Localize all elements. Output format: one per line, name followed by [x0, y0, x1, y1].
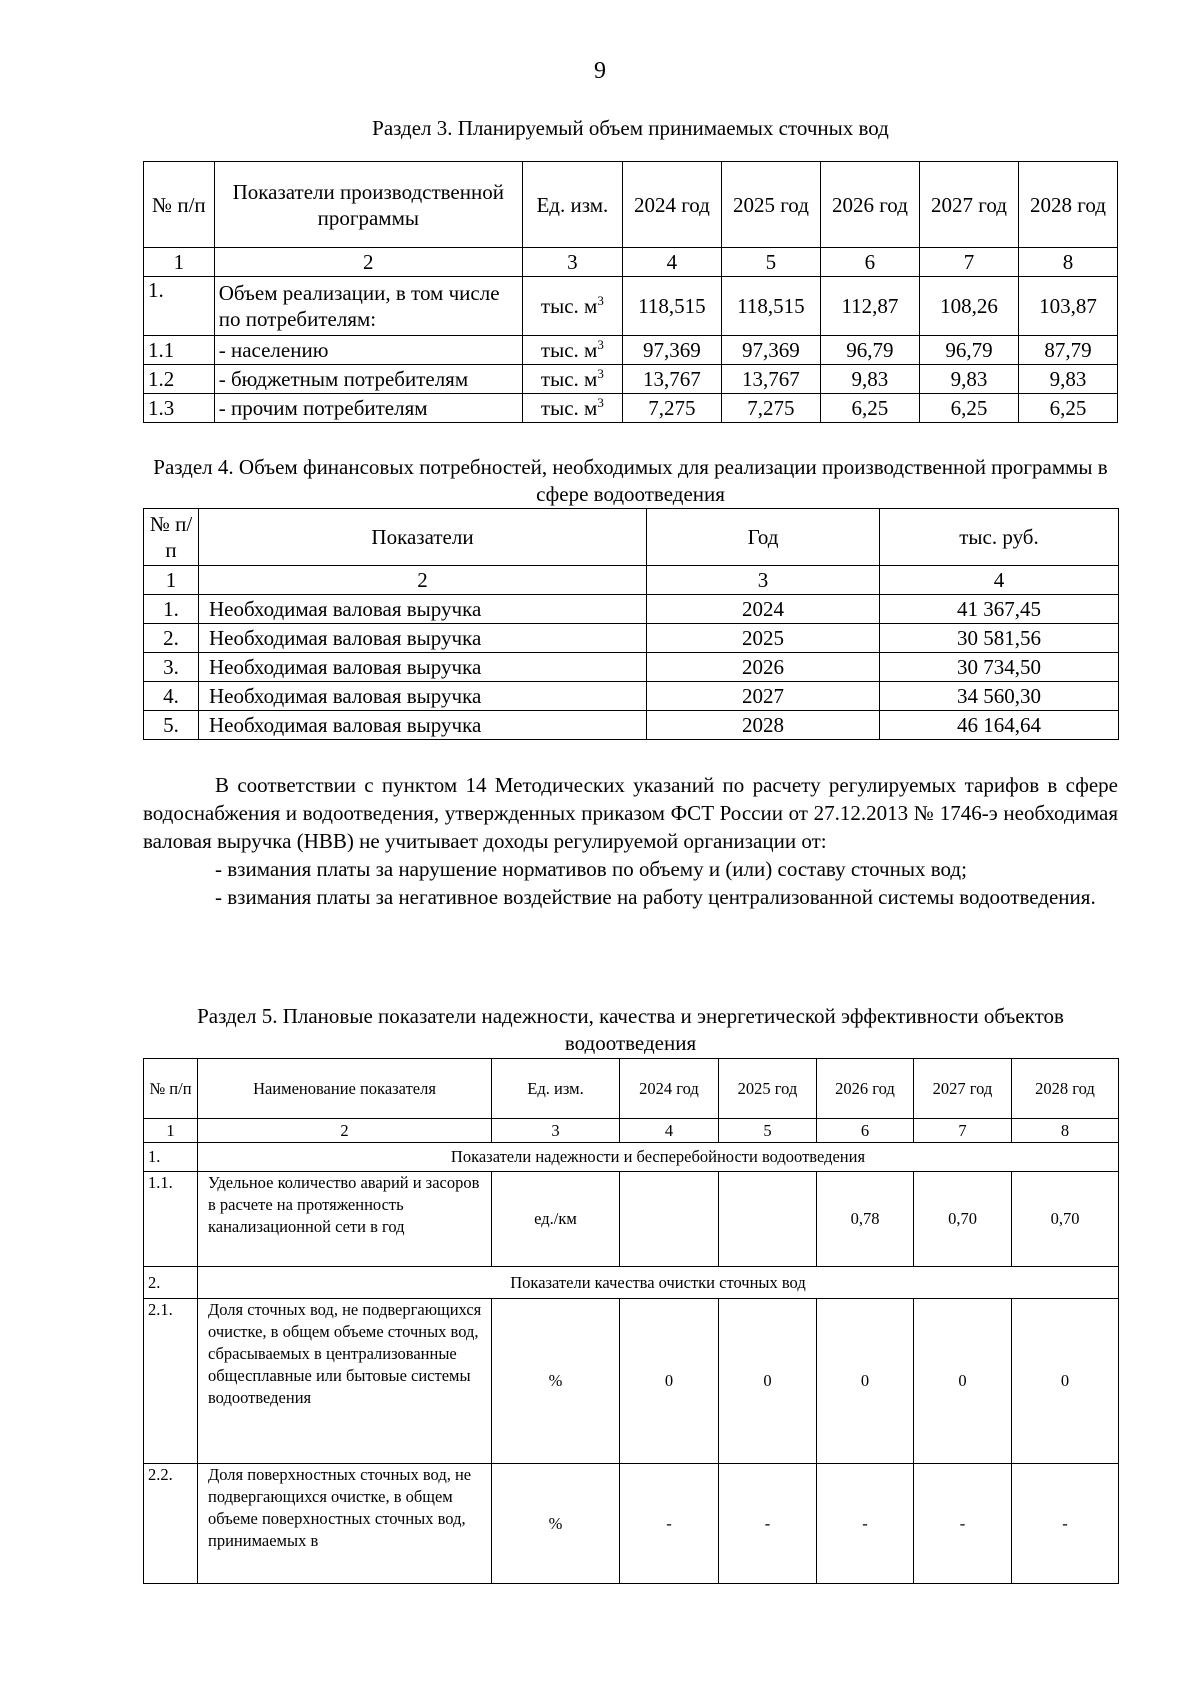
- table-row: [144, 1299, 1119, 1464]
- header-cell: 2024 год: [620, 1059, 719, 1119]
- group-row: [144, 1143, 1119, 1172]
- value-cell: 34 560,30: [880, 682, 1119, 711]
- unit-cell: [522, 394, 622, 423]
- value-cell: 118,515: [622, 277, 721, 336]
- section3-title: Раздел 3. Планируемый объем принимаемых сточных вод: [372, 116, 889, 140]
- row-label: - населению: [214, 336, 522, 365]
- table-row: [144, 595, 1119, 624]
- header-cell: Показатели: [199, 509, 647, 566]
- value-cell: 0: [914, 1299, 1012, 1464]
- value-cell: 0,70: [914, 1172, 1012, 1267]
- table-header-row: [144, 509, 1119, 566]
- row-label: Объем реализации, в том числе по потребителям:: [214, 277, 522, 336]
- header-cell: 2025 год: [721, 162, 820, 248]
- header-cell: Ед. изм.: [492, 1059, 620, 1119]
- header-cell: 2027 год: [914, 1059, 1012, 1119]
- value-cell: 118,515: [721, 277, 820, 336]
- column-number-row: [144, 566, 1119, 595]
- unit-cell: %: [492, 1299, 620, 1464]
- value-cell: 13,767: [721, 365, 820, 394]
- column-number: 4: [880, 566, 1119, 595]
- column-number: 4: [620, 1119, 719, 1143]
- table-header-row: [144, 162, 1118, 248]
- section4-title: Раздел 4. Объем финансовых потребностей, необходимых для реализации производственной программы в сфере водоотведения: [153, 455, 1108, 506]
- header-cell: 2028 год: [1012, 1059, 1119, 1119]
- group-title: Показатели качества очистки сточных вод: [198, 1267, 1119, 1299]
- table-row: [144, 682, 1119, 711]
- column-number: 5: [719, 1119, 817, 1143]
- column-number: 1: [144, 1119, 198, 1143]
- header-cell: Показатели производственной программы: [214, 162, 522, 248]
- value-cell: -: [719, 1464, 817, 1584]
- value-cell: 0: [817, 1299, 914, 1464]
- column-number: 8: [1012, 1119, 1119, 1143]
- value-cell: 87,79: [1018, 336, 1117, 365]
- value-cell: 41 367,45: [880, 595, 1119, 624]
- year-cell: 2025: [647, 624, 880, 653]
- row-label: Необходимая валовая выручка: [199, 682, 647, 711]
- table-row: [144, 336, 1118, 365]
- header-cell: № п/п: [144, 162, 215, 248]
- column-number: 2: [198, 1119, 492, 1143]
- value-cell: 112,87: [820, 277, 919, 336]
- column-number: 2: [214, 248, 522, 277]
- paragraph: В соответствии с пунктом 14 Методических указаний по расчету регулируемых тарифов в сфере водоснабжения и водоотведения, утвержденных приказом ФСТ России от 27.12.2013 № 1746-э необходимая валовая выручка (НВВ) не учитывает доходы регулируемой организации от:: [143, 773, 1118, 853]
- row-number: 4.: [144, 682, 199, 711]
- row-label: - прочим потребителям: [214, 394, 522, 423]
- value-cell: 30 581,56: [880, 624, 1119, 653]
- unit-base: тыс. м: [540, 396, 598, 420]
- section5-table: [143, 1058, 1119, 1584]
- value-cell: 7,275: [622, 394, 721, 423]
- page-number: 9: [594, 58, 606, 84]
- row-label: Доля сточных вод, не подвергающихся очистке, в общем объеме сточных вод, сбрасываемых в централизованные общесплавные или бытовые системы водоотведения: [198, 1299, 492, 1464]
- unit-sup: 3: [597, 366, 604, 381]
- row-label: Необходимая валовая выручка: [199, 711, 647, 740]
- row-number: 2.: [144, 624, 199, 653]
- paragraph: - взимания платы за нарушение нормативов по объему и (или) составу сточных вод;: [215, 857, 967, 881]
- column-number: 7: [914, 1119, 1012, 1143]
- value-cell: -: [1012, 1464, 1119, 1584]
- table-row: [144, 1464, 1119, 1584]
- group-title: Показатели надежности и бесперебойности водоотведения: [198, 1143, 1119, 1172]
- unit-sup: 3: [597, 293, 604, 308]
- column-number: 2: [199, 566, 647, 595]
- row-label: Необходимая валовая выручка: [199, 595, 647, 624]
- value-cell: 30 734,50: [880, 653, 1119, 682]
- header-cell: 2028 год: [1018, 162, 1117, 248]
- value-cell: 7,275: [721, 394, 820, 423]
- value-cell: 46 164,64: [880, 711, 1119, 740]
- value-cell: 0,78: [817, 1172, 914, 1267]
- year-cell: 2027: [647, 682, 880, 711]
- column-number: 3: [492, 1119, 620, 1143]
- unit-base: тыс. м: [540, 367, 598, 391]
- group-number: 2.: [144, 1267, 198, 1299]
- header-cell: № п/п: [144, 509, 199, 566]
- value-cell: [620, 1172, 719, 1267]
- row-number: 1.1: [144, 336, 215, 365]
- value-cell: 9,83: [1018, 365, 1117, 394]
- value-cell: 6,25: [919, 394, 1018, 423]
- unit-sup: 3: [597, 337, 604, 352]
- row-number: 1.: [144, 277, 215, 336]
- row-number: 2.2.: [144, 1464, 198, 1584]
- unit-cell: [522, 336, 622, 365]
- column-number: 3: [647, 566, 880, 595]
- column-number: 8: [1018, 248, 1117, 277]
- value-cell: 6,25: [1018, 394, 1117, 423]
- column-number: 3: [522, 248, 622, 277]
- table-header-row: [144, 1059, 1119, 1119]
- value-cell: 96,79: [919, 336, 1018, 365]
- value-cell: 97,369: [721, 336, 820, 365]
- header-cell: 2026 год: [820, 162, 919, 248]
- body-text: [143, 771, 1118, 911]
- column-number: 4: [622, 248, 721, 277]
- row-label: Необходимая валовая выручка: [199, 653, 647, 682]
- row-label: - бюджетным потребителям: [214, 365, 522, 394]
- value-cell: 103,87: [1018, 277, 1117, 336]
- section4-table: [143, 508, 1119, 740]
- row-number: 2.1.: [144, 1299, 198, 1464]
- column-number-row: [144, 1119, 1119, 1143]
- value-cell: 0: [1012, 1299, 1119, 1464]
- column-number: 1: [144, 248, 215, 277]
- year-cell: 2024: [647, 595, 880, 624]
- section5-title: Раздел 5. Плановые показатели надежности, качества и энергетической эффективности объектов водоотведения: [197, 1004, 1064, 1055]
- row-number: 1.3: [144, 394, 215, 423]
- row-label: Необходимая валовая выручка: [199, 624, 647, 653]
- header-cell: Ед. изм.: [522, 162, 622, 248]
- year-cell: 2026: [647, 653, 880, 682]
- section3-table: [143, 161, 1118, 423]
- year-cell: 2028: [647, 711, 880, 740]
- row-label: Удельное количество аварий и засоров в расчете на протяженность канализационной сети в год: [198, 1172, 492, 1267]
- row-number: 5.: [144, 711, 199, 740]
- column-number: 1: [144, 566, 199, 595]
- table-row: [144, 624, 1119, 653]
- header-cell: 2024 год: [622, 162, 721, 248]
- column-number-row: [144, 248, 1118, 277]
- table-row: [144, 1172, 1119, 1267]
- row-number: 3.: [144, 653, 199, 682]
- row-number: 1.1.: [144, 1172, 198, 1267]
- table-row: [144, 711, 1119, 740]
- value-cell: -: [620, 1464, 719, 1584]
- header-cell: 2027 год: [919, 162, 1018, 248]
- unit-cell: ед./км: [492, 1172, 620, 1267]
- paragraph: - взимания платы за негативное воздействие на работу централизованной системы водоотведения.: [215, 885, 1096, 909]
- group-number: 1.: [144, 1143, 198, 1172]
- unit-cell: [522, 277, 622, 336]
- table-row: [144, 365, 1118, 394]
- table-row: [144, 394, 1118, 423]
- unit-base: тыс. м: [540, 338, 598, 362]
- header-cell: тыс. руб.: [880, 509, 1119, 566]
- value-cell: 0: [620, 1299, 719, 1464]
- column-number: 5: [721, 248, 820, 277]
- table-row: [144, 277, 1118, 336]
- value-cell: 13,767: [622, 365, 721, 394]
- value-cell: 97,369: [622, 336, 721, 365]
- unit-cell: [522, 365, 622, 394]
- unit-sup: 3: [597, 395, 604, 410]
- row-number: 1.2: [144, 365, 215, 394]
- value-cell: 108,26: [919, 277, 1018, 336]
- value-cell: 9,83: [919, 365, 1018, 394]
- header-cell: Наименование показателя: [198, 1059, 492, 1119]
- unit-cell: %: [492, 1464, 620, 1584]
- header-cell: № п/п: [144, 1059, 198, 1119]
- column-number: 6: [820, 248, 919, 277]
- header-cell: 2025 год: [719, 1059, 817, 1119]
- value-cell: 9,83: [820, 365, 919, 394]
- column-number: 6: [817, 1119, 914, 1143]
- value-cell: 6,25: [820, 394, 919, 423]
- column-number: 7: [919, 248, 1018, 277]
- value-cell: -: [817, 1464, 914, 1584]
- table-row: [144, 653, 1119, 682]
- header-cell: 2026 год: [817, 1059, 914, 1119]
- header-cell: Год: [647, 509, 880, 566]
- row-label: Доля поверхностных сточных вод, не подвергающихся очистке, в общем объеме поверхностных сточных вод, принимаемых в: [198, 1464, 492, 1584]
- unit-base: тыс. м: [540, 294, 598, 318]
- row-number: 1.: [144, 595, 199, 624]
- value-cell: 0: [719, 1299, 817, 1464]
- value-cell: 0,70: [1012, 1172, 1119, 1267]
- value-cell: [719, 1172, 817, 1267]
- group-row: [144, 1267, 1119, 1299]
- value-cell: -: [914, 1464, 1012, 1584]
- value-cell: 96,79: [820, 336, 919, 365]
